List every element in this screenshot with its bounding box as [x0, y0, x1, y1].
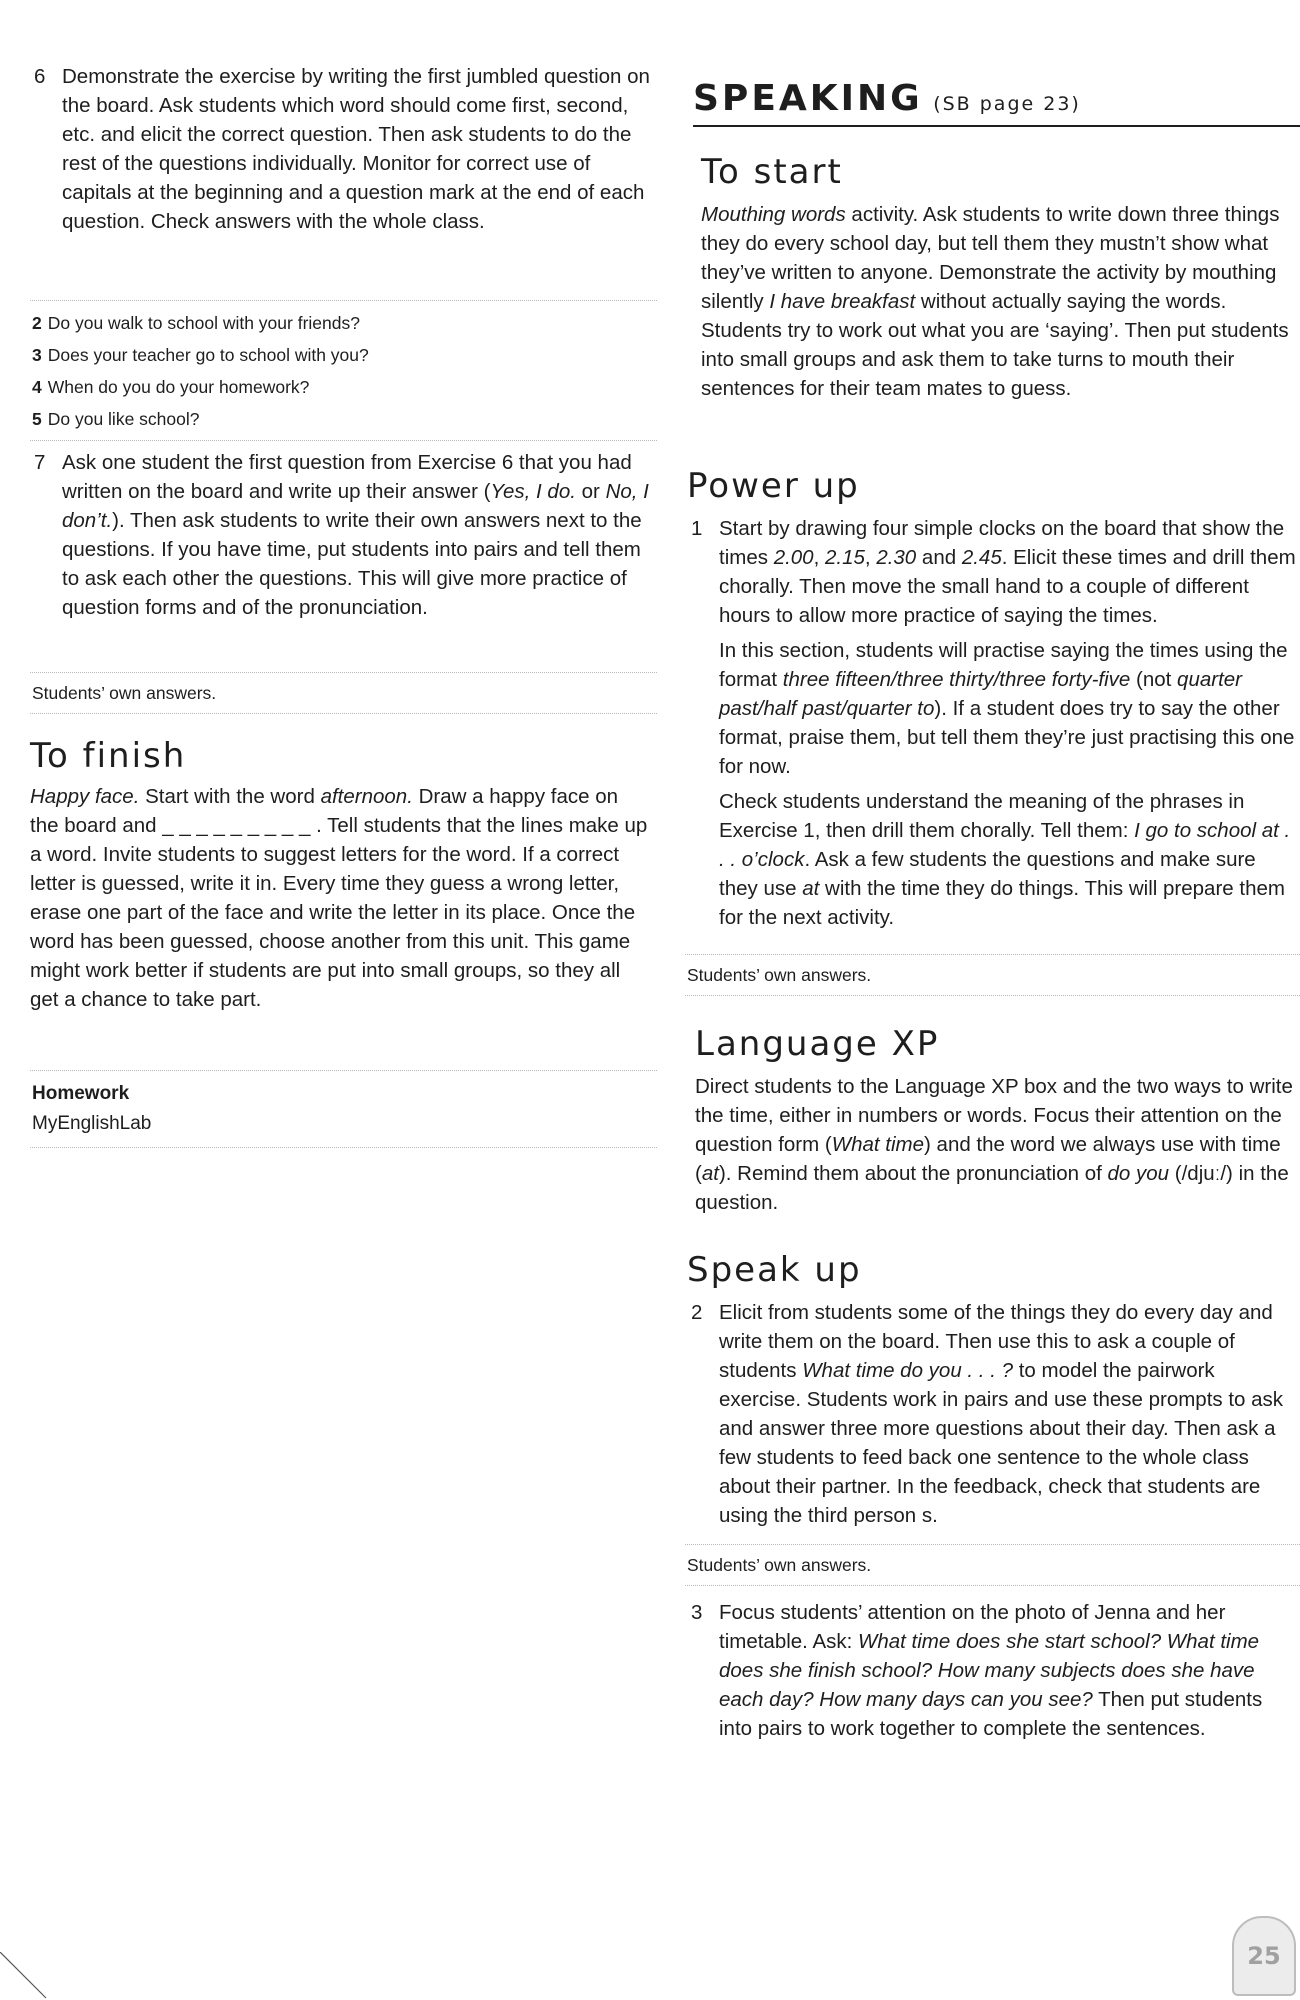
answer-key-6 — [30, 300, 657, 441]
answer-line: 2 Do you walk to school with your friends? — [32, 313, 360, 333]
exercise-2: 2 Elicit from students some of the things they do every day and write them on the board. Then use this to ask a couple of students What time do you . . . ? to model the pairwork exercise. Students work in pairs and use these prompts to ask and answer three more questions about their day. Then ask a few students to feed back one sentence to the whole class about their partner. In the feedback, check that students are using the third person s. — [687, 1298, 1300, 1530]
homework-text: MyEnglishLab — [32, 1113, 152, 1134]
homework-title: Homework — [32, 1083, 130, 1104]
page-title: SPEAKING — [693, 78, 923, 119]
exercise-1-paragraph: In this section, students will practise saying the times using the format three fifteen/three thirty/three forty-five (not quarter past/half past/quarter to). If a student does try to say the other format, praise them, but tell them they’re just practising this one for now. — [719, 639, 1295, 778]
exercise-3: 3 Focus students’ attention on the photo of Jenna and her timetable. Ask: What time does she start school? What time does she finish school? How many subjects does she have each day? How many days can you see? Then put students into pairs to work together to complete the sentences. — [687, 1598, 1300, 1743]
exercise-text: Demonstrate the exercise by writing the first jumbled question on the board. Ask students which word should come first, second, etc. and elicit the correct question. Then ask students to do the rest of the questions individually. Monitor for correct use of capitals at the beginning and a question mark at the end of each question. Check answers with the whole class. — [62, 65, 650, 233]
answer-key-2: Students’ own answers. — [685, 1544, 1300, 1586]
exercise-number: 7 — [34, 451, 46, 474]
section-body: Mouthing words activity. Ask students to write down three things they do every school day, but tell them they mustn’t show what they’ve written to anyone. Demonstrate the activity by mouthing silently I have breakfast without actually saying the words. Students try to work out what you are ‘saying’. Then put students into small groups and ask them to take turns to mouth their sentences for their team mates to guess. — [701, 203, 1289, 400]
answer-key-7: Students’ own answers. — [30, 672, 657, 714]
section-heading: Speak up — [687, 1250, 862, 1290]
sb-page-ref: (SB page 23) — [933, 93, 1081, 115]
section-heading: Language XP — [695, 1024, 940, 1064]
to-finish-section — [30, 736, 650, 1014]
exercise-1-paragraph: Check students understand the meaning of the phrases in Exercise 1, then drill them chorally. Tell them: I go to school at . . . o’clock. Ask a few students the questions and make sure they use at with the time they do things. This will prepare them for the next activity. — [719, 790, 1291, 929]
section-heading: To start — [701, 152, 843, 192]
speak-up-section — [687, 1250, 1300, 1530]
section-heading: To finish — [30, 736, 187, 776]
answer-line: 5 Do you like school? — [32, 409, 200, 429]
language-xp-section — [695, 1024, 1295, 1217]
section-title-bar — [693, 78, 1300, 127]
corner-mark-icon — [0, 1952, 48, 2000]
answer-key-1: Students’ own answers. — [685, 954, 1300, 996]
exercise-1: 1 Start by drawing four simple clocks on the board that show the times 2.00, 2.15, 2.30 and 2.45. Elicit these times and drill them chorally. Then move the small hand to a couple of different hours to allow more practice of saying the times. — [687, 514, 1300, 630]
page-number: 25 — [1232, 1916, 1296, 1996]
exercise-number: 3 — [691, 1601, 703, 1624]
answer-line: 4 When do you do your homework? — [32, 377, 310, 397]
answer-line: 3 Does your teacher go to school with you? — [32, 345, 369, 365]
section-body: Direct students to the Language XP box and the two ways to write the time, either in numbers or words. Focus their attention on the question form (What time) and the word we always use with time (at). Remind them about the pronunciation of do you (/djuː/) in the question. — [695, 1075, 1293, 1214]
exercise-number: 1 — [691, 517, 703, 540]
power-up-section — [687, 466, 1300, 932]
exercise-7: 7 Ask one student the first question from Exercise 6 that you had written on the board and write up their answer (Yes, I do. or No, I don’t.). Then ask students to write their own answers next to the questions. If you have time, put students into pairs and tell them to ask each other the questions. This will give more practice of question forms and of the pronunciation. — [30, 448, 655, 622]
section-body: Happy face. Start with the word afternoon. Draw a happy face on the board and _ _ _ _ _ _ _ _ _ . Tell students that the lines make up a word. Invite students to suggest letters for the word. If a correct letter is guessed, write it in. Every time they guess a wrong letter, erase one part of the face and write the letter in its place. Once the word has been guessed, choose another from this unit. This game might work better if students are put into small groups, so they all get a chance to take part. — [30, 785, 648, 1011]
exercise-6 — [30, 62, 655, 236]
to-start-section — [701, 152, 1296, 403]
homework-box — [30, 1070, 657, 1148]
exercise-number: 2 — [691, 1301, 703, 1324]
section-heading: Power up — [687, 466, 860, 506]
exercise-number: 6 — [34, 65, 46, 88]
